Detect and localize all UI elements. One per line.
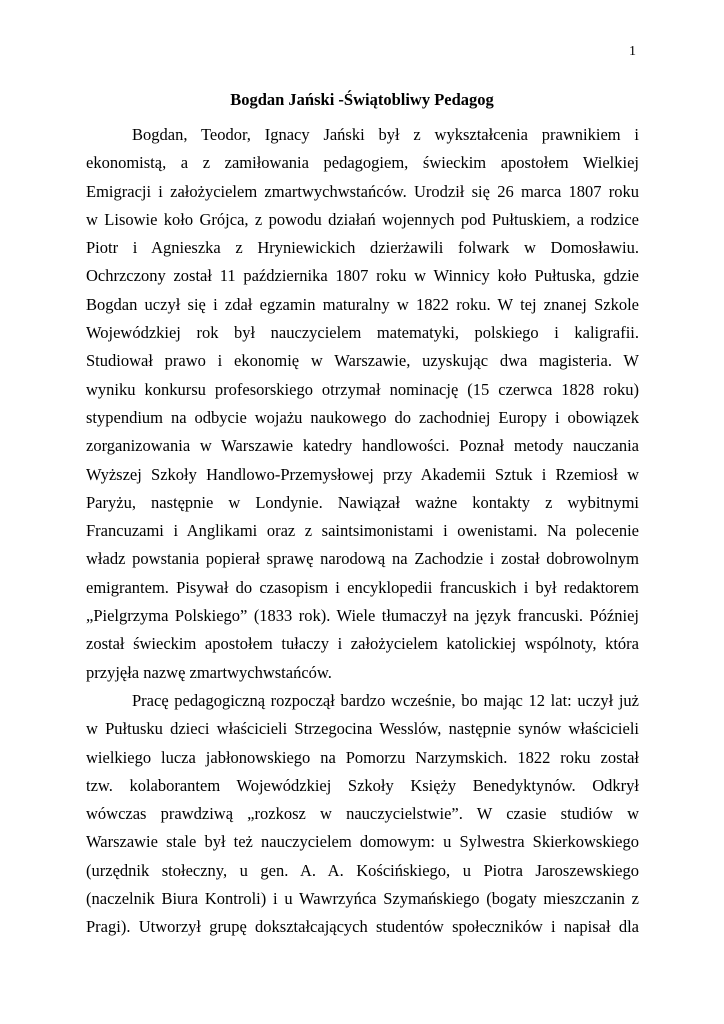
text-line: przyjęła nazwę zmartwychwstańców. [86,662,332,682]
text-line: stypendium na odbycie wojażu naukowego do zachodniej Europy i obowiązek [86,407,639,427]
page-title: Bogdan Jański -Świątobliwy Pedagog [230,90,494,109]
text-line: wielkiego lucza jabłonowskiego na Pomorzu Narzymskich. 1822 roku został [86,747,639,767]
text-line: zorganizowania w Warszawie katedry handlowości. Poznał metody nauczania [86,436,639,456]
text-line: (urzędnik stołeczny, u gen. A. A. Kościńskiego, u Piotra Jaroszewskiego [86,860,639,880]
text-line: Wyższej Szkoły Handlowo-Przemysłowej przy Akademii Sztuk i Rzemiosł w [86,464,639,484]
text-line: (naczelnik Biura Kontroli) i u Wawrzyńca Szymańskiego (bogaty mieszczanin z [86,889,639,909]
text-line: Wojewódzkiej rok był nauczycielem matematyki, polskiego i kaligrafii. [86,323,639,343]
text-line: wówczas prawdziwą „rozkosz w nauczycielstwie”. W czasie studiów w [86,804,639,824]
text-line: Studiował prawo i ekonomię w Warszawie, uzyskując dwa magisteria. W [86,351,639,371]
text-line: Bogdan, Teodor, Ignacy Jański był z wykształcenia prawnikiem i [132,125,639,144]
text-line: Paryżu, następnie w Londynie. Nawiązał ważne kontakty z wybitnymi [86,492,639,512]
text-line: Pragi). Utworzył grupę dokształcających studentów społeczników i napisał dla [86,917,639,937]
text-line: Warszawie stale był też nauczycielem domowym: u Sylwestra Skierkowskiego [86,832,639,852]
text-line: Francuzami i Anglikami oraz z saintsimonistami i owenistami. Na polecenie [86,521,639,541]
text-line: emigrantem. Pisywał do czasopism i encyklopedii francuskich i był redaktorem [86,577,639,597]
text-line: Pracę pedagogiczną rozpoczął bardzo wcześnie, bo mając 12 lat: uczył już [132,690,639,710]
text-line: Piotr i Agnieszka z Hryniewickich dzierżawili folwark w Domosławiu. [86,238,639,258]
text-line: został świeckim apostołem tułaczy i założycielem katolickiej wspólnoty, która [86,634,639,654]
text-line: w Pułtusku dzieci właścicieli Strzegocina Wesslów, następnie synów właścicieli [86,719,639,739]
page-number: 1 [629,44,636,59]
paragraph-1 [86,121,639,687]
text-line: tzw. kolaborantem Wojewódzkiej Szkoły Księży Benedyktynów. Odkrył [86,775,639,795]
paragraph-2 [86,687,639,942]
text-line: wyniku konkursu profesorskiego otrzymał nominację (15 czerwca 1828 roku) [86,379,639,399]
text-line: Ochrzczony został 11 października 1807 roku w Winnicy koło Pułtuska, gdzie [86,266,639,286]
text-line: Bogdan uczył się i zdał egzamin maturalny w 1822 roku. W tej znanej Szkole [86,294,639,314]
text-line: „Pielgrzyma Polskiego” (1833 rok). Wiele tłumaczył na język francuski. Później [86,606,639,626]
text-line: Emigracji i założycielem zmartwychwstańców. Urodził się 26 marca 1807 roku [86,181,639,201]
document-body [86,121,639,942]
text-line: władz powstania popierał sprawę narodową na Zachodzie i został dobrowolnym [86,549,639,569]
text-line: ekonomistą, a z zamiłowania pedagogiem, świeckim apostołem Wielkiej [86,153,639,173]
text-line: w Lisowie koło Grójca, z powodu działań wojennych pod Pułtuskiem, a rodzice [86,209,639,229]
